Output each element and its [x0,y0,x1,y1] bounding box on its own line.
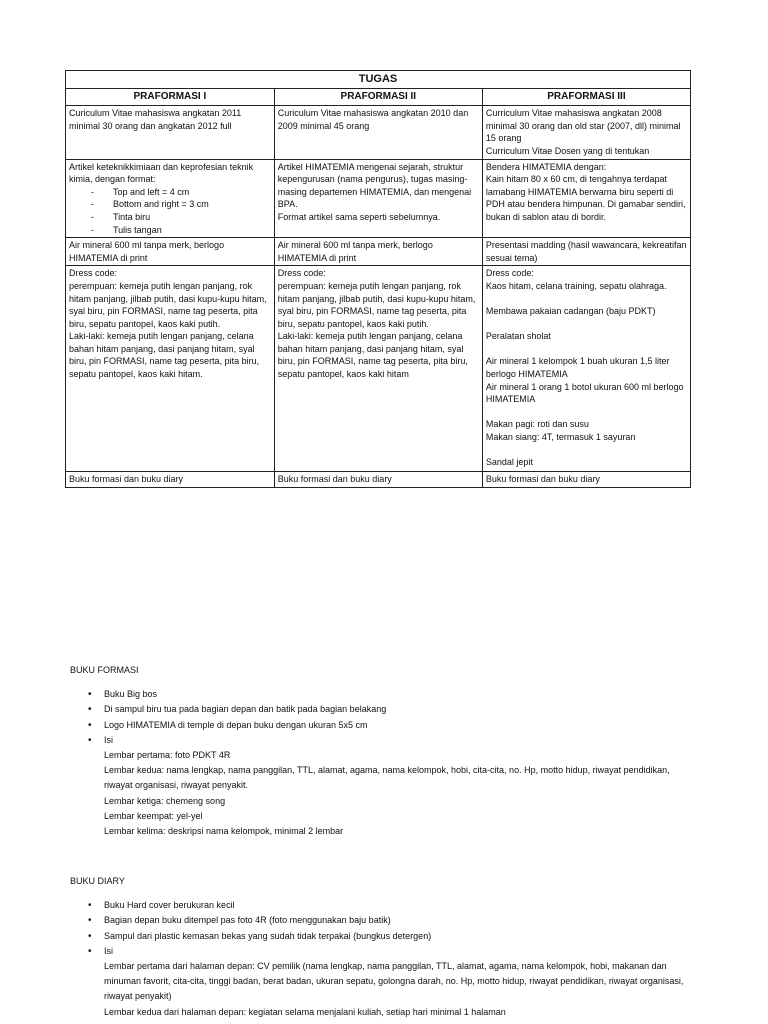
table-cell: Buku formasi dan buku diary [274,472,482,488]
column-header-praformasi-1: PRAFORMASI I [66,88,275,106]
cell-text: Artikel HIMATEMIA mengenai sejarah, struktur kepengurusan (nama pengurus), tugas masing-masing departemen HIMATEMIA, dan mengenai BPA. [277,161,472,210]
cell-text: Membawa pakaian cadangan (baju PDKT) [485,306,656,317]
cell-text: Dress code: [485,268,534,279]
cell-text: Curiculum Vitae mahasiswa angkatan 2011 minimal 30 orang dan angkatan 2012 full [69,108,242,131]
cell-text: Air mineral 1 orang 1 botol ukuran 600 ml berlogo HIMATEMIA [485,381,684,405]
cell-text: Format artikel sama seperti sebelumnya. [277,211,441,222]
cell-text: Kaos hitam, celana training, sepatu olahraga. [485,280,667,291]
list-item: • Buku Hard cover berukuran kecil [70,898,700,913]
list-item: • Di sampul biru tua pada bagian depan dan batik pada bagian belakang [70,702,700,717]
isi-line: Lembar ketiga: chemeng song [104,795,226,806]
cell-text: Sandal jepit [485,457,533,468]
column-header-praformasi-3: PRAFORMASI III [482,88,690,106]
isi-line: Lembar keempat: yel-yel [104,810,203,821]
table-cell [482,266,690,472]
list-item: - Tulis tangan [91,224,271,237]
cell-text: perempuan: kemeja putih lengan panjang, rok hitam panjang, jilbab putih, dasi kupu-kupu hitam, syal biru, pin FORMASI, name tag peserta, pita biru, sepatu pantopel, kaos kaki putih. [69,280,267,329]
cell-text: Laki-laki: kemeja putih lengan panjang, celana bahan hitam panjang, dasi panjang hitam, syal biru, pin FORMASI, name tag peserta, pita biru, sepatu pantopel, kaos kaki hitam. [69,331,260,380]
buku-formasi-section [70,663,700,839]
cell-text: Air mineral 1 kelompok 1 buah ukuran 1,5 liter berlogo HIMATEMIA [485,356,670,380]
list-item: • Logo HIMATEMIA di temple di depan buku dengan ukuran 5x5 cm [70,718,700,733]
section-heading: BUKU DIARY [70,876,125,886]
isi-line: Lembar pertama dari halaman depan: CV pemilik (nama lengkap, nama panggilan, TTL, alamat, agama, nama kelompok, hobi, makanan dan minuman favorit, cita-cita, tinggi badan, berat badan, ukuran sepatu, golongna darah, no. Hp, motto hidup, riwayat pendidikan, riwayat organisasi, riwayat penyakit) [104,961,684,1002]
cell-text: Curiculum Vitae mahasiswa angkatan 2010 dan 2009 minimal 45 orang [277,108,469,131]
table-cell [274,106,482,159]
table-title: TUGAS [66,71,691,89]
cell-text: Makan siang: 4T, termasuk 1 sayuran [485,432,636,443]
cell-text: Bendera HIMATEMIA dengan: [485,161,607,172]
cell-text: Curriculum Vitae mahasiswa angkatan 2008 minimal 30 orang dan old star (2007, dll) minimal 15 orang [485,108,681,144]
list-item: • Sampul dari plastic kemasan bekas yang sudah tidak terpakai (bungkus detergen) [70,929,700,944]
table-cell [274,159,482,238]
table-cell: Air mineral 600 ml tanpa merk, berlogo HIMATEMIA di print [274,238,482,266]
table-cell [66,159,275,238]
table-cell: Buku formasi dan buku diary [482,472,690,488]
cell-text: Curriculum Vitae Dosen yang di tentukan [485,145,650,156]
list-item: - Bottom and right = 3 cm [91,198,271,211]
list-item: - Tinta biru [91,211,271,224]
isi-line: Lembar kedua dari halaman depan: kegiatan selama menjalani kuliah, setiap hari minimal 1 halaman [104,1006,506,1017]
cell-text: Peralatan sholat [485,331,551,342]
list-item: • Isi [70,733,700,748]
isi-line: Lembar kedua: nama lengkap, nama panggilan, TTL, alamat, agama, nama kelompok, hobi, cita-cita, no. Hp, motto hidup, riwayat pendidikan, riwayat organisasi, riwayat penyakit. [104,765,670,791]
table-cell [66,266,275,472]
table-cell: Air mineral 600 ml tanpa merk, berlogo HIMATEMIA di print [66,238,275,266]
table-cell [482,106,690,159]
format-list [69,186,271,236]
bullet-list [70,687,700,748]
buku-diary-section [70,874,700,1020]
isi-line: Lembar pertama: foto PDKT 4R [104,750,231,761]
table-cell: Presentasi madding (hasil wawancara, kekreatifan sesuai tema) [482,238,690,266]
table-cell: Buku formasi dan buku diary [66,472,275,488]
cell-text: Laki-laki: kemeja putih lengan panjang, celana bahan hitam panjang, dasi panjang hitam, syal biru, pin FORMASI, name tag peserta, pita biru, sepatu pantopel, kaos kaki hitam [277,331,468,380]
cell-text: Makan pagi: roti dan susu [485,419,589,430]
table-row-cv [66,106,691,159]
cell-text: Dress code: [277,268,326,279]
list-item: - Top and left = 4 cm [91,186,271,199]
cell-text: perempuan: kemeja putih lengan panjang, rok hitam panjang, jilbab putih, dasi kupu-kupu hitam, syal biru, pin FORMASI, name tag peserta, pita biru, sepatu pantopel, kaos kaki putih. [277,280,476,329]
isi-line: Lembar kelima: deskripsi nama kelompok, minimal 2 lembar [104,826,344,837]
table-row-air [66,238,691,266]
list-item: • Isi [70,944,700,959]
bullet-list [70,898,700,959]
list-item: • Bagian depan buku ditempel pas foto 4R (foto menggunakan baju batik) [70,913,700,928]
cell-text: Dress code: [69,268,118,279]
section-heading: BUKU FORMASI [70,665,139,675]
cell-text: Kain hitam 80 x 60 cm, di tengahnya terdapat lamabang HIMATEMIA berwarna biru seperti di PDH atau bendera himpunan. Di gamabar sendiri, bukan di sablon atau di bordir. [485,174,686,222]
table-row-dress [66,266,691,472]
list-item: • Buku Big bos [70,687,700,702]
table-row-buku [66,472,691,488]
table-row-artikel [66,159,691,238]
table-cell [66,106,275,159]
table-cell [482,159,690,238]
column-header-praformasi-2: PRAFORMASI II [274,88,482,106]
table-cell [274,266,482,472]
tugas-table [65,70,691,488]
cell-text: Artikel keteknikkimiaan dan keprofesian teknik kimia, dengan format: [69,161,254,185]
